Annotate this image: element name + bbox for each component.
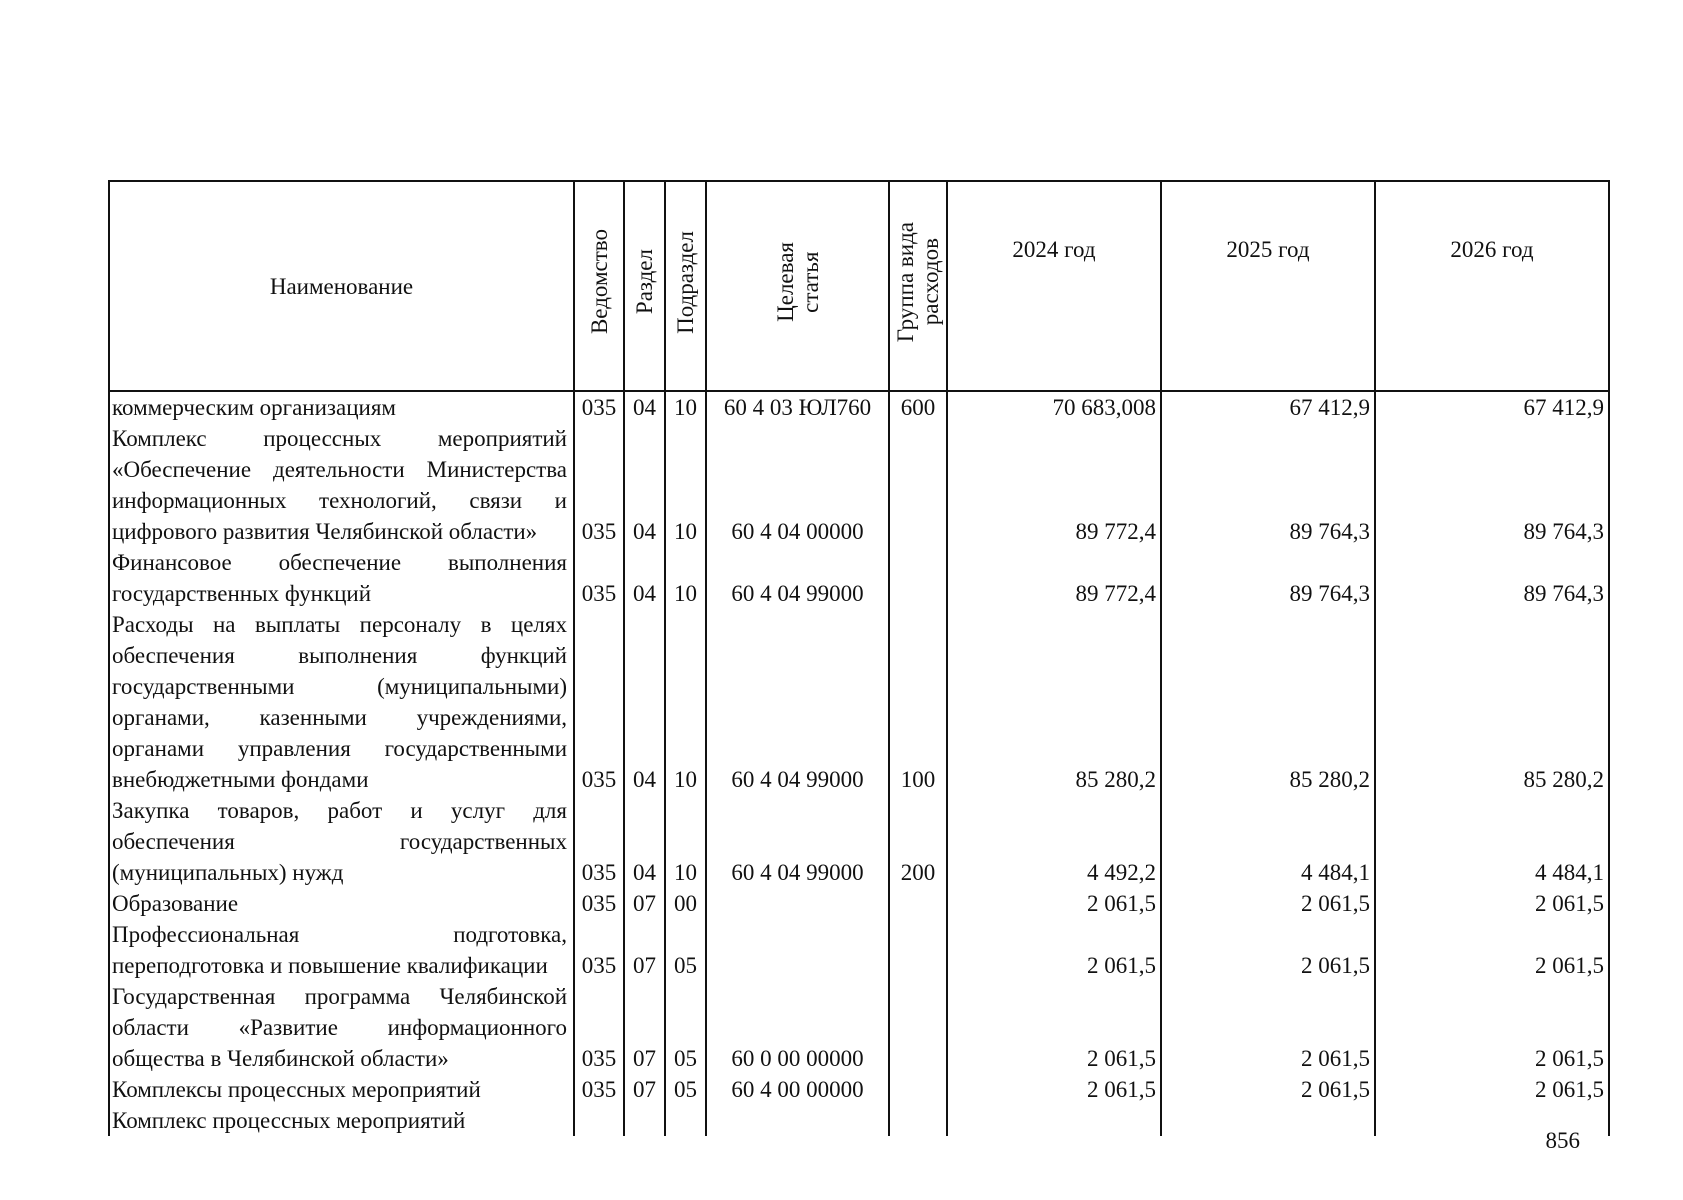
header-subsection: Подраздел <box>665 181 706 391</box>
header-year-2026: 2026 год <box>1375 181 1609 391</box>
row-expense-group <box>889 919 947 981</box>
row-expense-group: 600 <box>889 391 947 423</box>
row-section: 04 <box>624 795 665 888</box>
row-amount-2025: 2 061,5 <box>1161 981 1375 1074</box>
row-amount-2026: 85 280,2 <box>1375 609 1609 795</box>
header-year-2025: 2025 год <box>1161 181 1375 391</box>
table-row <box>109 1074 1609 1105</box>
row-amount-2024: 85 280,2 <box>947 609 1161 795</box>
row-department: 035 <box>574 981 624 1074</box>
row-department: 035 <box>574 423 624 547</box>
row-section: 04 <box>624 547 665 609</box>
row-department: 035 <box>574 609 624 795</box>
row-section: 07 <box>624 981 665 1074</box>
row-amount-2024: 89 772,4 <box>947 547 1161 609</box>
row-amount-2026: 89 764,3 <box>1375 547 1609 609</box>
row-subsection: 10 <box>665 391 706 423</box>
row-target-item: 60 4 03 ЮЛ760 <box>706 391 889 423</box>
row-name: Государственная программа Челябинской области «Развитие информационного общества в Челябинской области» <box>109 981 574 1074</box>
row-name: Комплексы процессных мероприятий <box>109 1074 574 1105</box>
table-row <box>109 981 1609 1074</box>
row-amount-2024: 2 061,5 <box>947 919 1161 981</box>
row-name: Комплекс процессных мероприятий «Обеспечение деятельности Министерства информационных технологий, связи и цифрового развития Челябинской области» <box>109 423 574 547</box>
row-target-item: 60 0 00 00000 <box>706 981 889 1074</box>
row-expense-group: 100 <box>889 609 947 795</box>
row-subsection: 05 <box>665 1074 706 1105</box>
table-row <box>109 547 1609 609</box>
budget-table <box>108 180 1610 1136</box>
row-name: Финансовое обеспечение выполнения государственных функций <box>109 547 574 609</box>
row-section: 07 <box>624 919 665 981</box>
row-amount-2026: 67 412,9 <box>1375 391 1609 423</box>
row-target-item <box>706 1105 889 1136</box>
row-department: 035 <box>574 888 624 919</box>
row-expense-group <box>889 888 947 919</box>
row-name: коммерческим организациям <box>109 391 574 423</box>
table-row <box>109 795 1609 888</box>
row-expense-group <box>889 981 947 1074</box>
row-amount-2026: 89 764,3 <box>1375 423 1609 547</box>
row-target-item <box>706 919 889 981</box>
row-expense-group <box>889 1105 947 1136</box>
row-expense-group <box>889 423 947 547</box>
row-subsection: 00 <box>665 888 706 919</box>
row-expense-group <box>889 547 947 609</box>
row-amount-2026: 2 061,5 <box>1375 1074 1609 1105</box>
row-section <box>624 1105 665 1136</box>
row-section: 04 <box>624 423 665 547</box>
row-amount-2024: 70 683,008 <box>947 391 1161 423</box>
row-name: Профессиональная подготовка, переподготовка и повышение квалификации <box>109 919 574 981</box>
row-subsection: 10 <box>665 423 706 547</box>
row-name: Образование <box>109 888 574 919</box>
row-expense-group: 200 <box>889 795 947 888</box>
header-department: Ведомство <box>574 181 624 391</box>
row-amount-2025 <box>1161 1105 1375 1136</box>
row-amount-2025: 89 764,3 <box>1161 423 1375 547</box>
row-target-item: 60 4 04 99000 <box>706 547 889 609</box>
row-subsection: 10 <box>665 795 706 888</box>
row-target-item: 60 4 00 00000 <box>706 1074 889 1105</box>
header-name: Наименование <box>109 181 574 391</box>
budget-document <box>108 180 1608 1133</box>
row-target-item <box>706 888 889 919</box>
row-amount-2025: 2 061,5 <box>1161 1074 1375 1105</box>
row-department: 035 <box>574 1074 624 1105</box>
row-subsection: 05 <box>665 919 706 981</box>
header-year-2024: 2024 год <box>947 181 1161 391</box>
row-amount-2024: 2 061,5 <box>947 1074 1161 1105</box>
table-row <box>109 423 1609 547</box>
row-amount-2024: 2 061,5 <box>947 888 1161 919</box>
row-amount-2026: 2 061,5 <box>1375 919 1609 981</box>
table-row <box>109 888 1609 919</box>
row-department: 035 <box>574 547 624 609</box>
row-amount-2026: 2 061,5 <box>1375 888 1609 919</box>
header-section: Раздел <box>624 181 665 391</box>
row-name: Закупка товаров, работ и услуг для обеспечения государственных (муниципальных) нужд <box>109 795 574 888</box>
table-row <box>109 1105 1609 1136</box>
row-subsection: 10 <box>665 547 706 609</box>
row-amount-2026: 2 061,5 <box>1375 981 1609 1074</box>
row-section: 07 <box>624 888 665 919</box>
row-department: 035 <box>574 795 624 888</box>
page-number: 856 <box>1545 1128 1580 1153</box>
row-amount-2024: 89 772,4 <box>947 423 1161 547</box>
table-row <box>109 391 1609 423</box>
row-name: Комплекс процессных мероприятий <box>109 1105 574 1136</box>
row-amount-2025: 2 061,5 <box>1161 919 1375 981</box>
row-amount-2025: 4 484,1 <box>1161 795 1375 888</box>
row-subsection <box>665 1105 706 1136</box>
row-amount-2024: 2 061,5 <box>947 981 1161 1074</box>
row-name: Расходы на выплаты персоналу в целях обеспечения выполнения функций государственными (муниципальными) органами, казенными учреждениями, органами управления государственными внебюджетными фондами <box>109 609 574 795</box>
row-section: 07 <box>624 1074 665 1105</box>
row-expense-group <box>889 1074 947 1105</box>
row-target-item: 60 4 04 00000 <box>706 423 889 547</box>
row-department: 035 <box>574 391 624 423</box>
table-row <box>109 919 1609 981</box>
row-section: 04 <box>624 609 665 795</box>
header-expense-group: Группа вида расходов <box>889 181 947 391</box>
row-subsection: 05 <box>665 981 706 1074</box>
row-section: 04 <box>624 391 665 423</box>
row-amount-2024 <box>947 1105 1161 1136</box>
table-row <box>109 609 1609 795</box>
row-amount-2024: 4 492,2 <box>947 795 1161 888</box>
table-header-row <box>109 181 1609 391</box>
row-department <box>574 1105 624 1136</box>
row-amount-2025: 67 412,9 <box>1161 391 1375 423</box>
row-department: 035 <box>574 919 624 981</box>
table-body <box>109 391 1609 1136</box>
row-target-item: 60 4 04 99000 <box>706 795 889 888</box>
row-target-item: 60 4 04 99000 <box>706 609 889 795</box>
header-target-item: Целевая статья <box>706 181 889 391</box>
row-amount-2025: 89 764,3 <box>1161 547 1375 609</box>
row-subsection: 10 <box>665 609 706 795</box>
row-amount-2026: 4 484,1 <box>1375 795 1609 888</box>
row-amount-2025: 2 061,5 <box>1161 888 1375 919</box>
row-amount-2025: 85 280,2 <box>1161 609 1375 795</box>
